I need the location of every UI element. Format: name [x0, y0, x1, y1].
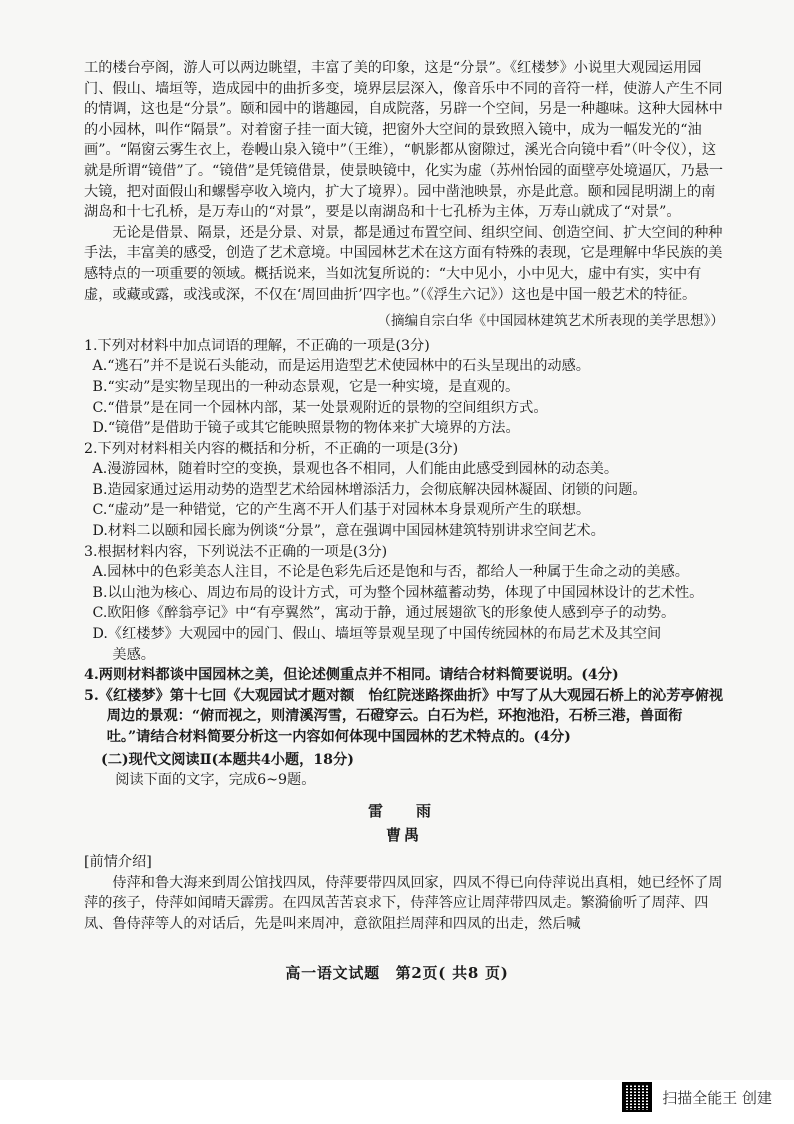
material-paragraph-2: 无论是借景、隔景，还是分景、对景，都是通过布置空间、组织空间、创造空间、扩大空间的种种手法，丰富美的感受，创造了艺术意境。中国园林艺术在这方面有特殊的表现，它是理解中华民族的美感特点的一项重要的领域。概括说来，当如沈复所说的：“大中见小，小中见大，虚中有实，实中有虚，或藏或露，或浅或深，不仅在‘周回曲折’四字也。”（《浮生六记》）这也是中国一般艺术的特征。	[84, 224, 723, 303]
question-3-option-b: B.以山池为核心、周边布局的设计方式，可为整个园林蕴蓄动势，体现了中国园林设计的艺术性。	[92, 584, 704, 601]
section-2-instruction: 阅读下面的文字，完成6~9题。	[115, 772, 316, 789]
question-4-stem: 4.两则材料都谈中国园林之美，但论述侧重点并不相同。请结合材料简要说明。(4分)	[84, 667, 619, 684]
drama-author: 曹禺	[385, 826, 422, 845]
qr-code-icon	[622, 1082, 652, 1112]
section-2-meta: (本题共4小题，18分)	[211, 751, 354, 768]
question-1-option-c: C.“借景”是在同一个园林内部，某一处景观附近的景物的空间组织方式。	[92, 399, 548, 416]
question-2-option-d: D.材料二以颐和园长廊为例谈“分景”，意在强调中国园林建筑特别讲求空间艺术。	[92, 523, 605, 540]
section-2-heading	[101, 750, 724, 771]
question-1-option-a: A.“逃石”并不是说石头能动，而是运用造型艺术使园林中的石头呈现出的动感。	[92, 358, 590, 375]
question-3-option-d-cont: 美感。	[112, 646, 155, 663]
question-2-option-a: A.漫游园林，随着时空的变换，景观也各不相同，人们能由此感受到园林的动态美。	[92, 461, 619, 478]
question-3-stem: 3.根据材料内容，下列说法不正确的一项是(3分)	[84, 543, 388, 560]
material-source: （摘编自宗白华《中国园林建筑艺术所表现的美学思想》）	[377, 313, 724, 330]
drama-intro-tag: [前情介绍]	[84, 853, 152, 870]
material-paragraph-1: 工的楼台亭阁，游人可以两边眺望，丰富了美的印象，这是“分景”。《红楼梦》小说里大观园运用园门、假山、墙垣等，造成园中的曲折多变，境界层层深入，像音乐中不同的音符一样，使游人产生不同的情调，这也是“分景”。颐和园中的谐趣园，自成院落，另辟一个空间，另是一种趣味。这种大园林中的小园林，叫作“隔景”。对着窗子挂一面大镜，把窗外大空间的景致照入镜中，成为一幅发光的“油画”。“隔窗云雾生衣上，卷幔山泉入镜中”（王维），“帆影都从窗隙过，溪光合向镜中看”（叶令仪），这就是所谓“镜借”了。“镜借”是凭镜借景，使景映镜中，化实为虚（苏州怡园的面壁亭处境逼仄，乃悬一大镜，把对面假山和螺髻亭收入境内，扩大了境界）。园中凿池映景，亦是此意。颐和园昆明湖上的南湖岛和十七孔桥，是万寿山的“对景”，要是以南湖岛和十七孔桥为主体，万寿山就成了“对景”。	[84, 60, 724, 221]
drama-intro-paragraph: 侍萍和鲁大海来到周公馆找四凤，侍萍要带四凤回家，四凤不得已向侍萍说出真相，她已经怀了周萍的孩子，侍萍如闻晴天霹雳。在四凤苦苦哀求下，侍萍答应让周萍带四凤走。繁漪偷听了周萍、四凤、鲁侍萍等人的对话后，先是叫来周冲，意欲阻拦周萍和四凤的出走，然后喊	[84, 874, 723, 932]
question-5-stem: 5.《红楼梦》第十七回《大观园试才题对额 怡红院迷路探曲折》中写了从大观园石桥上的沁芳亭俯视周边的景观：“俯而视之，则清溪泻雪，石磴穿云。白石为栏，环抱池沿，石桥三港，兽面衔吐。”请结合材料简要分析这一内容如何体现中国园林的艺术特点的。(4分)	[84, 687, 724, 745]
question-3-option-c: C.欧阳修《醉翁亭记》中“有亭翼然”，寓动于静，通过展翅欲飞的形象使人感到亭子的动势。	[92, 605, 676, 622]
question-3-option-d: D.《红楼梦》大观园中的园门、假山、墙垣等景观呈现了中国传统园林的布局艺术及其空间	[92, 626, 662, 643]
question-2-option-c: C.“虚动”是一种错觉，它的产生离不开人们基于对园林本身景观所产生的联想。	[92, 502, 591, 519]
question-1-option-d: D.“镜借”是借助于镜子或其它能映照景物的物体来扩大境界的方法。	[92, 420, 520, 437]
page-footer: 高一语文试题 第2页( 共8 页)	[285, 964, 509, 982]
page-content	[84, 58, 724, 934]
question-1-option-b: B.“实动”是实物呈现出的一种动态景观，它是一种实境，是直观的。	[92, 378, 520, 395]
drama-title: 雷 雨	[367, 801, 440, 820]
question-2-stem: 2.下列对材料相关内容的概括和分析，不正确的一项是(3分)	[84, 440, 459, 457]
question-3-option-a: A.园林中的色彩美态人注目，不论是色彩先后还是饱和与否，都给人一种属于生命之动的美感。	[92, 564, 689, 581]
scanner-watermark	[622, 1082, 772, 1112]
question-2-option-b: B.造园家通过运用动势的造型艺术给园林增添活力，会彻底解决园林凝固、闭锁的问题。	[92, 481, 647, 498]
watermark-text: 扫描全能王 创建	[662, 1088, 772, 1107]
question-1-stem: 1.下列对材料中加点词语的理解，不正确的一项是(3分)	[84, 337, 430, 354]
section-2-label: (二)现代文阅读Ⅱ	[101, 751, 212, 768]
